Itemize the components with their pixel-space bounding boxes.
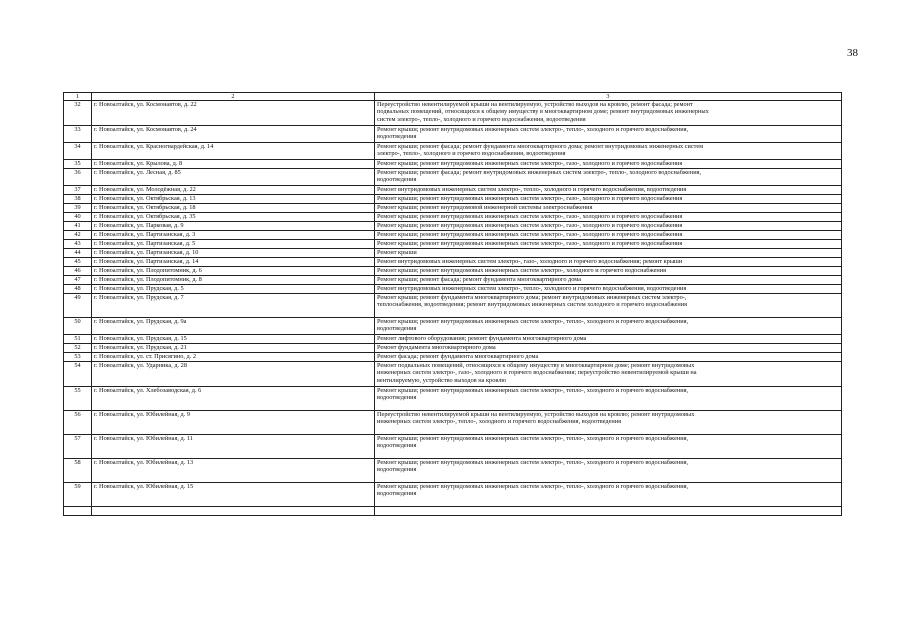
table-row bbox=[64, 195, 842, 204]
table-row bbox=[64, 126, 842, 143]
works-cell: Ремонт крыши; ремонт внутридомовых инженерных систем электро-, газо-, холодного и горячего водоснабжения bbox=[375, 213, 842, 222]
address-cell: г. Новоалтайск, ул. Прудская, д. 9а bbox=[92, 318, 375, 335]
table-row bbox=[64, 335, 842, 344]
works-cell: Ремонт крыши; ремонт внутридомовых инженерных систем электро-, газо-, холодного и горячего водоснабжения bbox=[375, 240, 842, 249]
row-number-cell: 37 bbox=[64, 186, 92, 195]
table-header bbox=[64, 93, 842, 101]
row-number-cell: 35 bbox=[64, 160, 92, 169]
address-cell: г. Новоалтайск, ул. Ударника, д. 28 bbox=[92, 362, 375, 387]
table-row bbox=[64, 231, 842, 240]
works-cell: Ремонт фундамента многоквартирного дома bbox=[375, 344, 842, 353]
table-row bbox=[64, 435, 842, 459]
table-row bbox=[64, 249, 842, 258]
address-cell: г. Новоалтайск, ул. Крылова, д. 8 bbox=[92, 160, 375, 169]
row-number-cell: 53 bbox=[64, 353, 92, 362]
works-cell: Ремонт крыши; ремонт внутридомовых инженерных систем электро-, газо-, холодного и горячего водоснабжения bbox=[375, 160, 842, 169]
row-number-cell: 57 bbox=[64, 435, 92, 459]
row-number-cell: 56 bbox=[64, 411, 92, 435]
table-row bbox=[64, 344, 842, 353]
address-cell: г. Новоалтайск, ул. Октябрьская, д. 13 bbox=[92, 195, 375, 204]
table-row bbox=[64, 459, 842, 483]
repair-works-table bbox=[63, 92, 842, 516]
works-cell: Ремонт подвальных помещений, относящихся к общему имуществу в многоквартирном доме; ремонт внутридомовых инженерных систем электро-, газо-, холодного и горячего водоснабжения; переустройство невентилируемой крыши на вентилируемую, устройство выходов на кровлю bbox=[375, 362, 842, 387]
works-cell: Ремонт крыши; ремонт внутридомовых инженерных систем электро-, тепло-, холодного и горячего водоснабжения, водоотведения bbox=[375, 126, 842, 143]
table-row bbox=[64, 101, 842, 126]
column-header-number: 1 bbox=[64, 93, 92, 101]
row-number-cell: 47 bbox=[64, 276, 92, 285]
works-cell: Ремонт крыши; ремонт внутридомовых инженерных систем электро-, холодного и горячего водоснабжения bbox=[375, 267, 842, 276]
works-cell: Переустройство невентилируемой крыши на вентилируемую, устройство выходов на кровлю, ремонт фасада; ремонт подвальных помещений, относящихся к общему имуществу в многоквартирном доме; ремонт внутридомовых инженерных систем электро-, тепло-, холодного и горячего водоснабжения, водоотведения bbox=[375, 101, 842, 126]
table-row bbox=[64, 362, 842, 387]
table-row bbox=[64, 222, 842, 231]
works-cell: Ремонт внутридомовых инженерных систем электро-, газо-, холодного и горячего водоснабжения; ремонт крыши bbox=[375, 258, 842, 267]
works-cell bbox=[375, 507, 842, 516]
address-cell: г. Новоалтайск, ул. Парковая, д. 9 bbox=[92, 222, 375, 231]
address-cell: г. Новоалтайск, ул. ст. Присягино, д. 2 bbox=[92, 353, 375, 362]
row-number-cell: 54 bbox=[64, 362, 92, 387]
address-cell: г. Новоалтайск, ул. Партизанская, д. 14 bbox=[92, 258, 375, 267]
row-number-cell: 59 bbox=[64, 483, 92, 507]
table-row bbox=[64, 169, 842, 186]
address-cell: г. Новоалтайск, ул. Прудская, д. 7 bbox=[92, 294, 375, 318]
table-row bbox=[64, 318, 842, 335]
row-number-cell: 48 bbox=[64, 285, 92, 294]
table-row bbox=[64, 213, 842, 222]
works-cell: Ремонт лифтового оборудования; ремонт фундамента многоквартирного дома bbox=[375, 335, 842, 344]
address-cell: г. Новоалтайск, ул. Октябрьская, д. 35 bbox=[92, 213, 375, 222]
works-cell: Ремонт крыши; ремонт фасада; ремонт фундамента многоквартирного дома; ремонт внутридомовых инженерных систем электро-, тепло-, холодного и горячего водоснабжения, водоотведения bbox=[375, 143, 842, 160]
works-cell: Ремонт крыши; ремонт фасада; ремонт фундамента многоквартирного дома bbox=[375, 276, 842, 285]
row-number-cell: 49 bbox=[64, 294, 92, 318]
address-cell: г. Новоалтайск, ул. Красногвардейская, д. 14 bbox=[92, 143, 375, 160]
works-cell: Ремонт крыши; ремонт внутридомовых инженерных систем электро-, тепло-, холодного и горячего водоснабжения, водоотведения bbox=[375, 459, 842, 483]
row-number-cell: 38 bbox=[64, 195, 92, 204]
works-cell: Ремонт крыши; ремонт внутридомовых инженерных систем электро-, тепло-, холодного и горячего водоснабжения, водоотведения bbox=[375, 387, 842, 411]
works-cell: Ремонт крыши; ремонт внутридомовых инженерных систем электро-, тепло-, холодного и горячего водоснабжения, водоотведения bbox=[375, 483, 842, 507]
row-number-cell: 55 bbox=[64, 387, 92, 411]
row-number-cell: 52 bbox=[64, 344, 92, 353]
address-cell: г. Новоалтайск, ул. Космонавтов, д. 24 bbox=[92, 126, 375, 143]
address-cell: г. Новоалтайск, ул. Плодопитомник, д. 6 bbox=[92, 267, 375, 276]
row-number-cell: 58 bbox=[64, 459, 92, 483]
address-cell: г. Новоалтайск, ул. Молодёжная, д. 22 bbox=[92, 186, 375, 195]
address-cell bbox=[92, 507, 375, 516]
column-header-address: 2 bbox=[92, 93, 375, 101]
table-row bbox=[64, 160, 842, 169]
works-cell: Ремонт крыши; ремонт внутридомовых инженерных систем электро-, газо-, холодного и горячего водоснабжения bbox=[375, 222, 842, 231]
page-number: 38 bbox=[847, 47, 858, 59]
row-number-cell: 41 bbox=[64, 222, 92, 231]
address-cell: г. Новоалтайск, ул. Прудская, д. 5 bbox=[92, 285, 375, 294]
table-row bbox=[64, 267, 842, 276]
works-cell: Ремонт внутридомовых инженерных систем электро-, тепло-, холодного и горячего водоснабжения, водоотведения bbox=[375, 186, 842, 195]
works-cell: Ремонт крыши; ремонт фасада; ремонт внутридомовых инженерных систем электро-, тепло-, холодного водоснабжения, водоотведения bbox=[375, 169, 842, 186]
address-cell: г. Новоалтайск, ул. Юбилейная, д. 9 bbox=[92, 411, 375, 435]
address-cell: г. Новоалтайск, ул. Партизанская, д. 3 bbox=[92, 231, 375, 240]
works-cell: Ремонт крыши; ремонт внутридомовой инженерной системы электроснабжения bbox=[375, 204, 842, 213]
table-row bbox=[64, 204, 842, 213]
row-number-cell: 45 bbox=[64, 258, 92, 267]
works-cell: Ремонт крыши; ремонт фундамента многоквартирного дома; ремонт внутридомовых инженерных систем электро-, теплоснабжения, водоотведения; ремонт внутридомовых инженерных систем холодного и горячего водоснабжения bbox=[375, 294, 842, 318]
address-cell: г. Новоалтайск, ул. Юбилейная, д. 15 bbox=[92, 483, 375, 507]
table-row bbox=[64, 276, 842, 285]
address-cell: г. Новоалтайск, ул. Прудская, д. 21 bbox=[92, 344, 375, 353]
address-cell: г. Новоалтайск, ул. Плодопитомник, д. 8 bbox=[92, 276, 375, 285]
address-cell: г. Новоалтайск, ул. Космонавтов, д. 22 bbox=[92, 101, 375, 126]
row-number-cell: 34 bbox=[64, 143, 92, 160]
table-row bbox=[64, 507, 842, 516]
table-body bbox=[64, 101, 842, 516]
header-row bbox=[64, 93, 842, 101]
row-number-cell: 32 bbox=[64, 101, 92, 126]
table-row bbox=[64, 387, 842, 411]
table-row bbox=[64, 411, 842, 435]
works-cell: Переустройство невентилируемой крыши на вентилируемую, устройство выходов на кровлю; ремонт внутридомовых инженерных систем электро-, тепло-, холодного и горячего водоснабжения, водоотведения bbox=[375, 411, 842, 435]
row-number-cell: 42 bbox=[64, 231, 92, 240]
row-number-cell: 39 bbox=[64, 204, 92, 213]
table-row bbox=[64, 353, 842, 362]
table-row bbox=[64, 240, 842, 249]
works-cell: Ремонт крыши; ремонт внутридомовых инженерных систем электро-, газо-, холодного и горячего водоснабжения bbox=[375, 195, 842, 204]
address-cell: г. Новоалтайск, ул. Юбилейная, д. 11 bbox=[92, 435, 375, 459]
works-cell: Ремонт крыши; ремонт внутридомовых инженерных систем электро-, газо-, холодного и горячего водоснабжения bbox=[375, 231, 842, 240]
address-cell: г. Новоалтайск, ул. Партизанская, д. 10 bbox=[92, 249, 375, 258]
address-cell: г. Новоалтайск, ул. Партизанская, д. 5 bbox=[92, 240, 375, 249]
row-number-cell: 46 bbox=[64, 267, 92, 276]
table-row bbox=[64, 483, 842, 507]
row-number-cell: 50 bbox=[64, 318, 92, 335]
address-cell: г. Новоалтайск, ул. Лесная, д. 85 bbox=[92, 169, 375, 186]
row-number-cell: 44 bbox=[64, 249, 92, 258]
row-number-cell: 40 bbox=[64, 213, 92, 222]
row-number-cell bbox=[64, 507, 92, 516]
row-number-cell: 36 bbox=[64, 169, 92, 186]
address-cell: г. Новоалтайск, ул. Юбилейная, д. 13 bbox=[92, 459, 375, 483]
address-cell: г. Новоалтайск, ул. Прудская, д. 15 bbox=[92, 335, 375, 344]
column-header-works: 3 bbox=[375, 93, 842, 101]
row-number-cell: 43 bbox=[64, 240, 92, 249]
row-number-cell: 33 bbox=[64, 126, 92, 143]
works-cell: Ремонт крыши; ремонт внутридомовых инженерных систем электро-, тепло-, холодного и горячего водоснабжения, водоотведения bbox=[375, 318, 842, 335]
table-row bbox=[64, 143, 842, 160]
address-cell: г. Новоалтайск, ул. Хлебозаводская, д. 6 bbox=[92, 387, 375, 411]
table-row bbox=[64, 258, 842, 267]
row-number-cell: 51 bbox=[64, 335, 92, 344]
table-row bbox=[64, 294, 842, 318]
works-cell: Ремонт крыши bbox=[375, 249, 842, 258]
address-cell: г. Новоалтайск, ул. Октябрьская, д. 18 bbox=[92, 204, 375, 213]
table-row bbox=[64, 186, 842, 195]
table-row bbox=[64, 285, 842, 294]
works-cell: Ремонт внутридомовых инженерных систем электро-, тепло-, холодного и горячего водоснабжения, водоотведения bbox=[375, 285, 842, 294]
works-cell: Ремонт фасада; ремонт фундамента многоквартирного дома bbox=[375, 353, 842, 362]
works-cell: Ремонт крыши; ремонт внутридомовых инженерных систем электро-, тепло-, холодного и горячего водоснабжения, водоотведения bbox=[375, 435, 842, 459]
